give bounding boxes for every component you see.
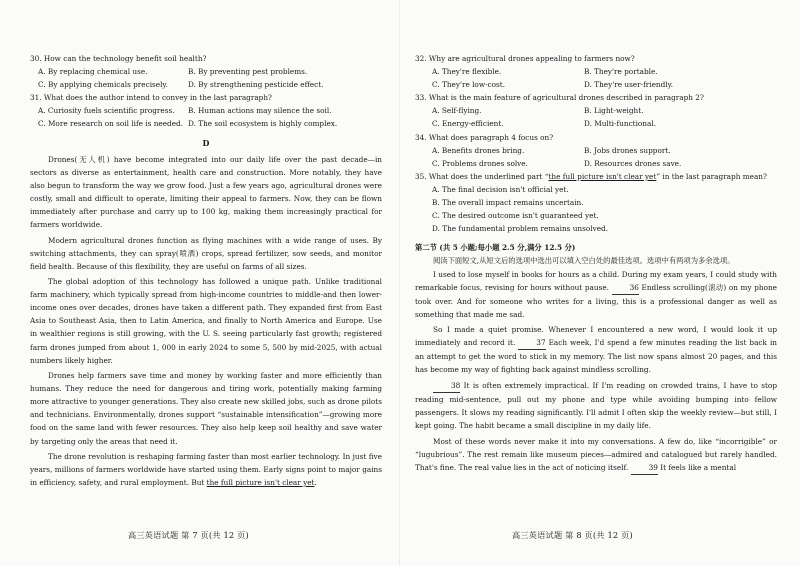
right-page [415, 52, 777, 477]
option-c: C. Problems drones solve. [432, 158, 528, 168]
paragraph-text-after: It is often extremely impractical. If I'm reading on crowded trains, I have to stop reading mid-sentence, pull out my phone and type while avoiding bumping into fellow passengers. It slows my reading significantly. I'll admit I often skip the weekly review—but still, I kept going. The habit became a small discipline in my daily life. [415, 380, 777, 431]
cloze-paragraph-2 [415, 323, 777, 376]
option-b: B. Light-weight. [584, 106, 644, 116]
question-32 [415, 52, 777, 91]
option-b: B. By preventing pest problems. [188, 67, 308, 77]
passage-d [30, 153, 382, 490]
paragraph-text: The drone revolution is reshaping farming faster than most earlier technology. In just five years, millions of farmers worldwide have started using them. Early signs point to major gains in efficiency, safety, and rural employment. But [30, 451, 382, 488]
question-31 [30, 91, 382, 130]
option-c: C. Energy-efficient. [432, 119, 504, 129]
cloze-paragraph-1 [415, 268, 777, 321]
option-d: D. By strengthening pesticide effect. [188, 80, 324, 90]
blank-39: 39 [631, 461, 658, 475]
option-c: C. The desired outcome isn't guaranteed yet. [432, 211, 599, 221]
page-footer-right: 高三英语试题 第 8 页(共 12 页) [512, 530, 633, 540]
option-d: D. The soil ecosystem is highly complex. [188, 119, 338, 129]
option-b: B. Jobs drones support. [584, 145, 671, 155]
passage-paragraph-1: Drones(无人机) have become integrated into our daily life over the past decade—in sectors as diverse as entertainment, health care and construction. More notably, they have also begun to transform the way we grow food. Just a few years ago, agricultural drones were costly, small and difficult to operate, limiting their appeal to farmers. Now, they can be flown immediately after purchase and carry up to 100 kg, making them increasingly practical for farmers worldwide. [30, 154, 382, 230]
paragraph-text-after: Endless scrolling(滚动) on my phone took over. And for someone who writes for a living, this is a professional danger as well as something that made me sad. [415, 282, 777, 319]
question-stem: 32. Why are agricultural drones appealing to farmers now? [415, 54, 635, 63]
option-b: B. They're portable. [584, 67, 658, 77]
section-two-heading: 第二节 (共 5 小题;每小题 2.5 分,满分 12.5 分) [415, 243, 576, 253]
paragraph-text: I used to lose myself in books for hours as a child. During my exam years, I could study with remarkable focus, revising for hours without pause. [415, 269, 777, 292]
option-d: D. The fundamental problem remains unsolved. [432, 224, 609, 234]
option-a: A. Self-flying. [432, 106, 482, 116]
question-30 [30, 52, 382, 91]
option-d: D. Resources drones save. [584, 158, 682, 168]
question-stem [415, 170, 777, 183]
option-b: B. The overall impact remains uncertain. [432, 198, 584, 208]
passage-paragraph-3: The global adoption of this technology has followed a unique path. Unlike traditional farm machinery, which typically spread from high-income countries to middle-and then lower-income ones over decades, drones have taken a different path. They expanded first from East Asia to Southeast Asia, then to Latin America, and finally to North America and Europe. Use in wealthier regions is still growing, with the U. S. seeing particularly fast growth; registered farm drones jumped from about 1, 000 in early 2024 to some 5, 500 by mid-2025, with actual numbers likely higher. [30, 277, 382, 365]
paragraph-text-after: It feels like a mental [657, 462, 737, 472]
passage-paragraph-2: Modern agricultural drones function as flying machines with a wide range of uses. By switching attachments, they can spray(喷洒) crops, spread fertilizer, sow seeds, and monitor field health. Because of this flexibility, they are useful on farms of all sizes. [30, 235, 382, 271]
left-page [30, 52, 382, 491]
option-a: A. By replacing chemical use. [38, 67, 148, 77]
underlined-phrase: the full picture isn't clear yet [206, 478, 315, 488]
cloze-paragraph-3 [415, 379, 777, 432]
paragraph-text-after: Each week, I'd spend a few minutes reading the list back in an attempt to get the word to stick in my memory. The list now spans almost 20 pages, and this has become my way of fighting back against mindless scrolling. [415, 338, 777, 375]
option-a: A. Benefits drones bring. [432, 145, 525, 155]
stem-text-end: ” in the last paragraph mean? [656, 171, 767, 181]
option-a: A. The final decision isn't official yet. [432, 184, 569, 194]
underlined-phrase: the full picture isn't clear yet [548, 171, 657, 181]
paragraph-text: Most of these words never make it into my conversations. A few do, like “incorrigible” or “lugubrious”. The rest remain like museum pieces—admired and catalogued but rarely handled. That's fine. The real value lies in the act of noticing itself. [415, 436, 777, 472]
option-c: C. More research on soil life is needed. [38, 119, 184, 129]
option-a: A. Curiosity fuels scientific progress. [38, 106, 175, 116]
question-stem: 30. How can the technology benefit soil health? [30, 54, 207, 63]
stem-text: 35. What does the underlined part “ [415, 171, 549, 181]
question-34 [415, 131, 777, 170]
paragraph-text: So I made a quiet promise. Whenever I encountered a new word, I would look it up immediately and record it. [415, 325, 777, 348]
option-a: A. They're flexible. [432, 67, 502, 77]
option-b: B. Human actions may silence the soil. [188, 106, 332, 116]
question-stem: 33. What is the main feature of agricultural drones described in paragraph 2? [415, 93, 704, 103]
passage-paragraph-5 [30, 450, 382, 489]
page-footer-left: 高三英语试题 第 7 页(共 12 页) [128, 530, 249, 540]
blank-37: 37 [518, 336, 545, 350]
option-c: C. They're low-cost. [432, 80, 506, 90]
question-stem: 31. What does the author intend to convey in the last paragraph? [30, 93, 272, 103]
passage-paragraph-4: Drones help farmers save time and money by working faster and more efficiently than humans. They reduce the need for dangerous and tiring work, potentially making farming more attractive to younger generations. They also create new skilled jobs, such as drone pilots and technicians. Environmentally, drones support “sustainable intensification”—growing more food on the same land with fewer resources. They also help keep soil healthy and save water by targeting only the areas that need it. [30, 371, 382, 446]
option-d: D. Multi-functional. [584, 119, 657, 129]
section-instructions: 阅读下面短文,从短文后的选项中选出可以填入空白处的最佳选项。选项中有两项为多余选项。 [433, 256, 735, 266]
option-c: C. By applying chemicals precisely. [38, 80, 168, 90]
cloze-paragraph-4 [415, 435, 777, 475]
section-letter-d: D [202, 137, 210, 148]
blank-36: 36 [612, 281, 639, 295]
question-stem: 34. What does paragraph 4 focus on? [415, 132, 554, 142]
option-d: D. They're user-friendly. [584, 80, 674, 90]
blank-38: 38 [433, 379, 460, 393]
paragraph-end: . [314, 478, 317, 488]
question-35 [415, 170, 777, 235]
page-fold-divider [399, 0, 400, 566]
question-33 [415, 91, 777, 130]
